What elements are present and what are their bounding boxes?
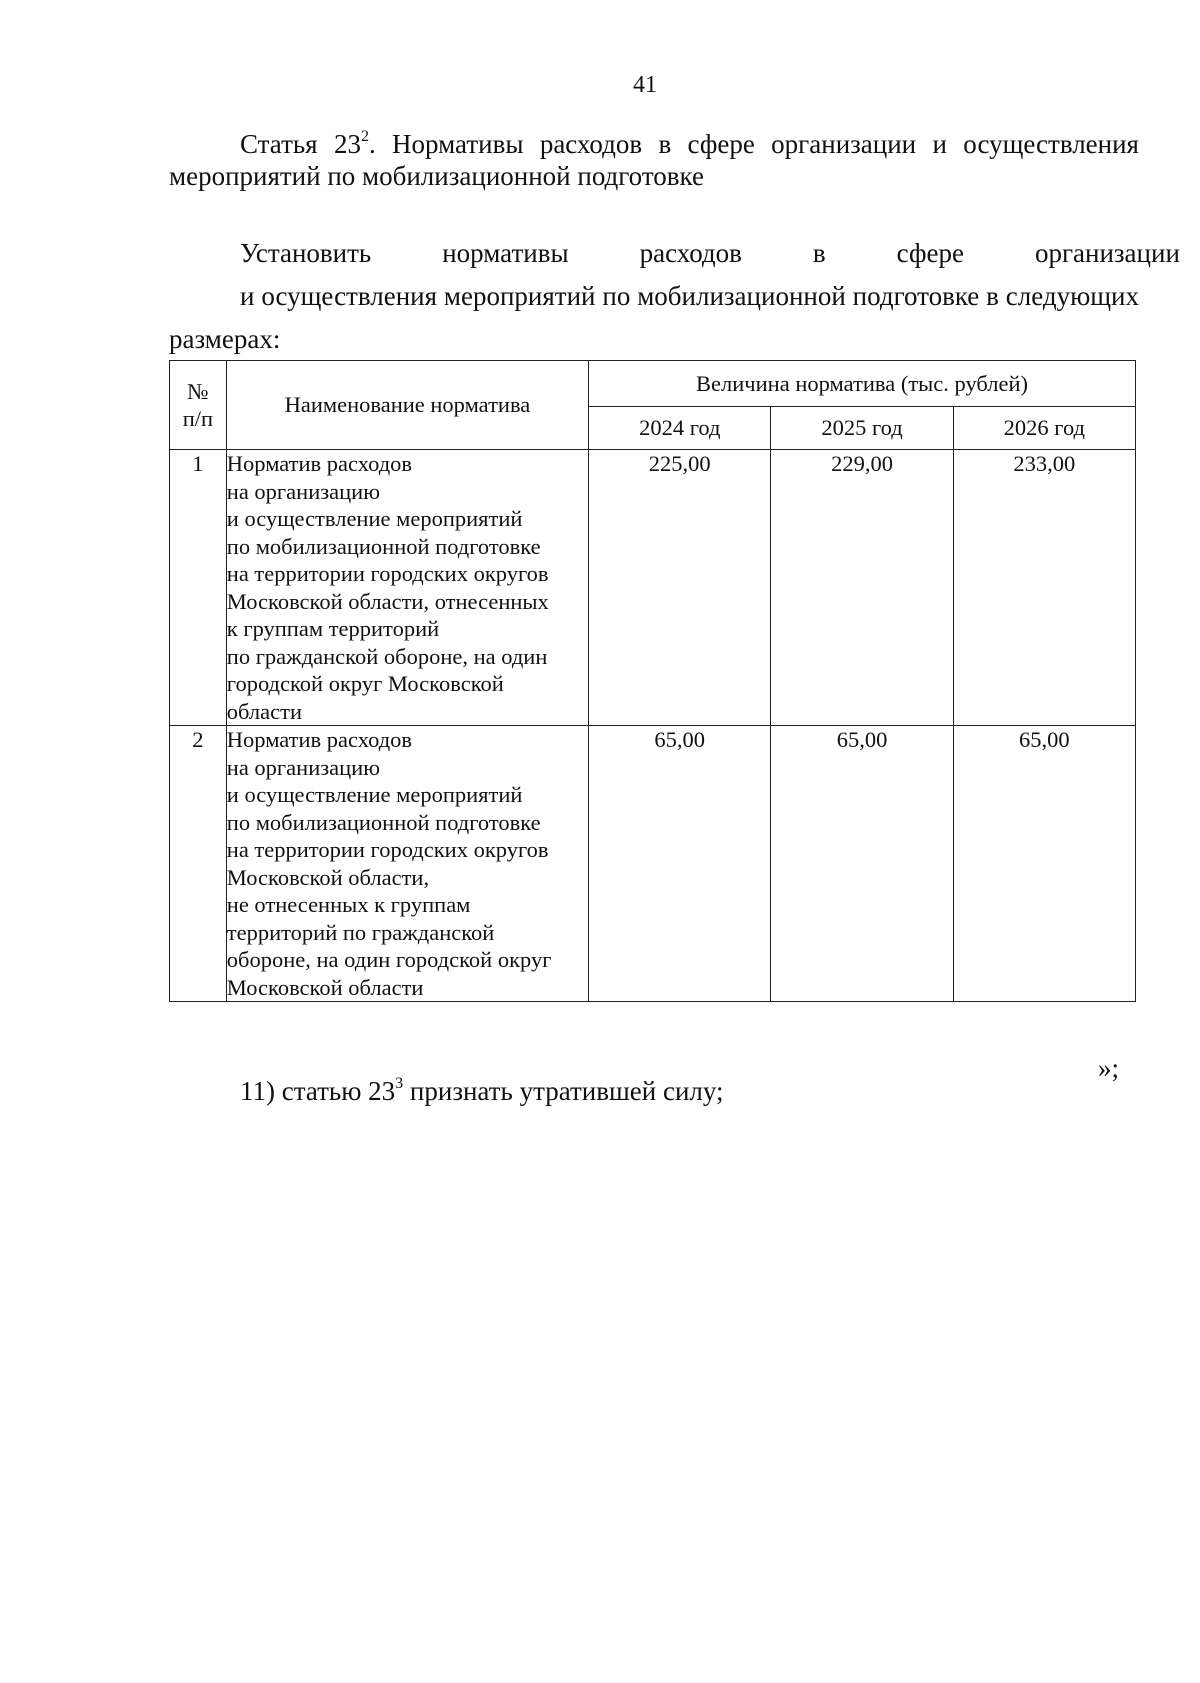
article-body-word: организации xyxy=(1034,238,1180,268)
row-name xyxy=(226,726,588,1002)
article-body-word: нормативы xyxy=(442,238,569,268)
row-name-line: области xyxy=(226,698,302,724)
header-year-2024: 2024 год xyxy=(589,407,771,450)
row-name xyxy=(226,450,588,726)
article-body-first-line xyxy=(169,232,1180,275)
row-value: 233,00 xyxy=(953,450,1135,726)
header-year-2026: 2026 год xyxy=(953,407,1135,450)
header-group-value: Величина норматива (тыс. рублей) xyxy=(589,361,1136,407)
row-number: 1 xyxy=(170,450,227,726)
row-value: 65,00 xyxy=(589,726,771,1002)
row-number: 2 xyxy=(170,726,227,1002)
row-name-line: Московской области xyxy=(226,974,424,1000)
row-name-line: и осуществление мероприятий xyxy=(226,782,523,807)
row-name-line: Московской области, отнесенных xyxy=(226,588,549,614)
row-name-line: Норматив расходов xyxy=(226,727,413,752)
article-title-prefix: Статья 23 xyxy=(240,129,361,159)
row-name-line: по мобилизационной подготовке xyxy=(226,809,541,835)
header-number: № п/п xyxy=(170,361,227,450)
article-title-superscript: 2 xyxy=(360,128,369,145)
row-name-line: на организацию xyxy=(226,754,380,780)
table-row xyxy=(170,726,1136,1002)
row-name-line: по гражданской обороне, на один xyxy=(226,643,548,669)
article-body-word: сфере xyxy=(896,238,964,268)
row-name-line: на территории городских округов xyxy=(226,837,549,862)
header-year-2025: 2025 год xyxy=(771,407,953,450)
article xyxy=(169,128,1180,361)
item-11-suffix: признать утратившей силу; xyxy=(403,1076,724,1106)
closing-quote: »; xyxy=(1098,1053,1120,1083)
article-body-rest: и осуществления мероприятий по мобилизационной подготовке в следующих размерах: xyxy=(169,281,1139,354)
row-name-line: Московской области, xyxy=(226,864,430,890)
row-value: 229,00 xyxy=(771,450,953,726)
row-name-line: по мобилизационной подготовке xyxy=(226,533,541,559)
article-body-word: Установить xyxy=(240,238,372,268)
header-name: Наименование норматива xyxy=(226,361,588,450)
row-value: 65,00 xyxy=(771,726,953,1002)
row-name-line: городской округ Московской xyxy=(226,671,504,696)
row-name-line: и осуществление мероприятий xyxy=(226,506,523,531)
row-name-line: на территории городских округов xyxy=(226,561,549,586)
row-value: 225,00 xyxy=(589,450,771,726)
row-name-line: не отнесенных к группам xyxy=(226,892,471,917)
row-name-line: Норматив расходов xyxy=(226,451,413,476)
item-11 xyxy=(240,1076,724,1107)
row-name-line: на организацию xyxy=(226,478,380,504)
article-body-word: расходов xyxy=(639,238,742,268)
norms-table xyxy=(169,360,1136,1002)
article-body-word: в xyxy=(812,238,826,268)
item-11-prefix: 11) статью 23 xyxy=(240,1076,396,1106)
article-body xyxy=(169,232,1180,361)
table-row xyxy=(170,450,1136,726)
article-title xyxy=(169,128,1139,192)
row-name-line: обороне, на один городской округ xyxy=(226,947,552,972)
page-number: 41 xyxy=(633,72,657,98)
row-name-line: к группам территорий xyxy=(226,616,440,641)
table-body xyxy=(170,450,1136,1002)
row-value: 65,00 xyxy=(953,726,1135,1002)
article-title-text: . Нормативы расходов в сфере организации и осуществления мероприятий по мобилизационной подготовке xyxy=(169,129,1139,191)
row-name-line: территорий по гражданской xyxy=(226,919,495,945)
item-11-superscript: 3 xyxy=(395,1075,404,1092)
